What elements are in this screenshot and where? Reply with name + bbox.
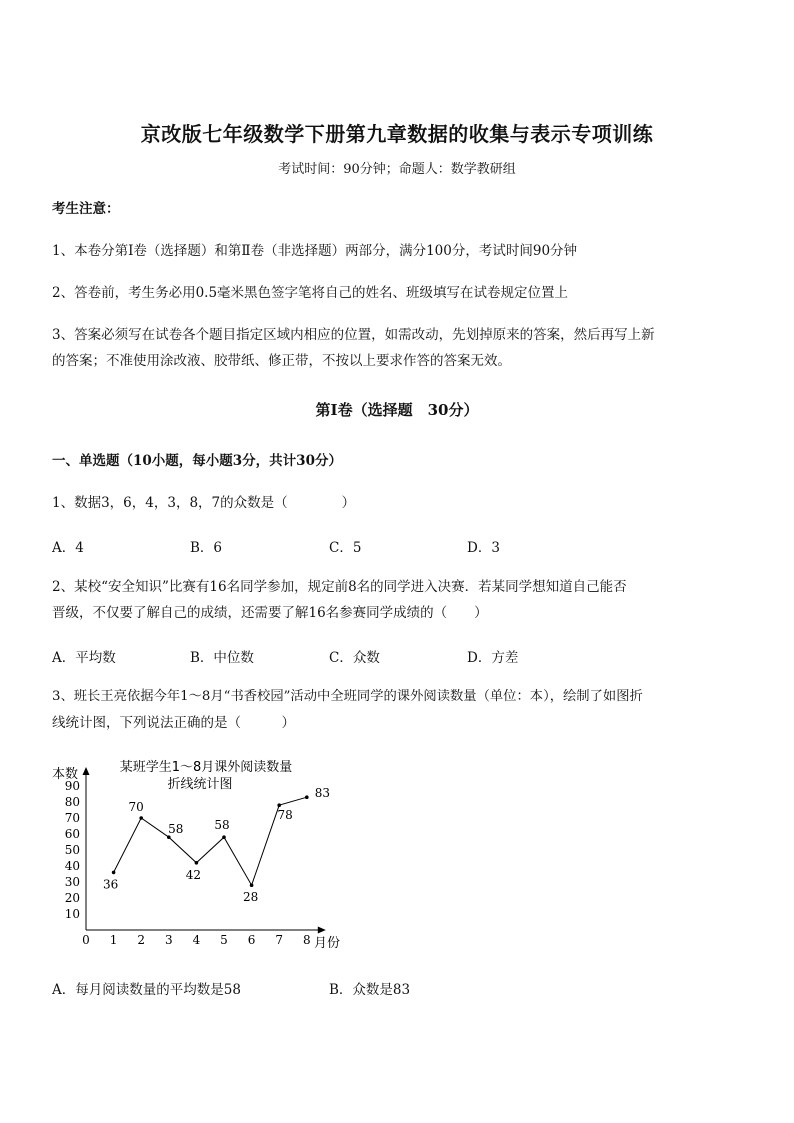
question-3-option-b[interactable]: B．众数是83	[329, 982, 411, 998]
line-chart-svg	[48, 750, 358, 960]
data-point	[222, 835, 226, 839]
y-tick-label: 80	[64, 795, 80, 809]
notice-item-3-line-1: 3、答案必须写在试卷各个题目指定区域内相应的位置，如需改动，先划掉原来的答案，然后再写上新	[52, 327, 655, 343]
x-tick-label: 2	[137, 933, 146, 947]
y-tick-label: 50	[64, 843, 80, 857]
data-point	[305, 795, 309, 799]
question-2-option-a[interactable]: A．平均数	[52, 650, 116, 666]
section-heading: 一、单选题（10小题，每小题3分，共计30分）	[52, 453, 342, 469]
data-label: 36	[102, 877, 119, 892]
data-label: 83	[314, 786, 331, 801]
x-axis-arrow	[318, 927, 326, 934]
question-3-stem-line-1: 3、班长王亮依据今年1～8月“书香校园”活动中全班同学的课外阅读数量（单位：本），绘制了如图折	[52, 689, 643, 704]
y-tick-label: 20	[64, 891, 80, 905]
data-label: 70	[128, 800, 144, 814]
notice-item-3-line-2: 的答案；不准使用涂改液、胶带纸、修正带，不按以上要求作答的答案无效。	[52, 353, 511, 369]
notice-item-2: 2、答卷前，考生务必用0.5毫米黑色签字笔将自己的姓名、班级填写在试卷规定位置上	[52, 285, 569, 301]
data-point	[277, 803, 281, 807]
data-point	[250, 883, 254, 887]
chart-title-line-2: 折线统计图	[167, 777, 233, 792]
data-point	[112, 871, 116, 875]
x-tick-label: 6	[247, 933, 256, 947]
question-2-stem-line-1: 2、某校“安全知识”比赛有16名同学参加，规定前8名的同学进入决赛．若某同学想知道自己能否	[52, 579, 627, 595]
data-point	[139, 816, 143, 820]
chart-title-line-1: 某班学生1～8月课外阅读数量	[119, 760, 293, 775]
data-label: 58	[168, 822, 184, 837]
notice-item-1: 1、本卷分第Ⅰ卷（选择题）和第Ⅱ卷（非选择题）两部分，满分100分，考试时间90分钟	[52, 243, 578, 259]
x-tick-label: 5	[220, 933, 228, 947]
chart-x-axis-label: 月份	[314, 936, 341, 951]
y-axis-arrow	[83, 767, 90, 775]
y-tick-label: 60	[64, 827, 80, 841]
x-tick-label: 1	[109, 933, 118, 947]
question-1-stem: 1、数据3，6，4，3，8，7的众数是（ ）	[52, 495, 356, 511]
x-tick-label: 4	[192, 933, 201, 947]
chart-y-axis-label: 本数	[52, 767, 79, 782]
data-point	[195, 861, 199, 865]
x-tick-label: 0	[82, 933, 90, 947]
question-1-options	[52, 536, 752, 558]
x-tick-label: 8	[302, 933, 311, 947]
question-1-option-d[interactable]: D．3	[467, 540, 500, 556]
x-tick-label: 3	[164, 933, 173, 947]
question-2-option-b[interactable]: B．中位数	[190, 650, 254, 666]
reading-line-chart	[48, 750, 358, 960]
part1-title: 第Ⅰ卷（选择题 30分）	[315, 401, 479, 419]
question-3-options	[52, 978, 752, 1000]
question-2-option-d[interactable]: D．方差	[467, 650, 519, 666]
question-1-option-a[interactable]: A．4	[52, 540, 84, 556]
page-subtitle: 考试时间：90分钟；命题人：数学教研组	[278, 162, 516, 177]
data-label: 58	[214, 818, 230, 833]
data-label: 42	[185, 867, 202, 882]
data-label: 78	[277, 808, 293, 823]
notice-heading: 考生注意：	[52, 201, 120, 217]
x-tick-label: 7	[275, 933, 284, 947]
question-2-options	[52, 646, 752, 668]
question-2-stem-line-2: 晋级，不仅要了解自己的成绩，还需要了解16名参赛同学成绩的（ ）	[52, 605, 488, 621]
data-label: 28	[242, 890, 259, 905]
y-tick-label: 10	[64, 907, 80, 921]
question-3-stem-line-2: 线统计图，下列说法正确的是（ ）	[52, 715, 295, 731]
y-tick-label: 90	[64, 779, 80, 793]
chart-ticks	[65, 779, 311, 947]
question-2-option-c[interactable]: C．众数	[329, 650, 380, 666]
y-tick-label: 30	[64, 875, 80, 889]
page-title: 京改版七年级数学下册第九章数据的收集与表示专项训练	[140, 122, 654, 146]
question-3-option-a[interactable]: A．每月阅读数量的平均数是58	[52, 982, 241, 998]
y-tick-label: 40	[64, 859, 80, 873]
question-1-option-c[interactable]: C．5	[329, 540, 362, 556]
y-tick-label: 70	[64, 811, 80, 825]
question-1-option-b[interactable]: B．6	[190, 540, 223, 556]
chart-series	[103, 786, 330, 904]
